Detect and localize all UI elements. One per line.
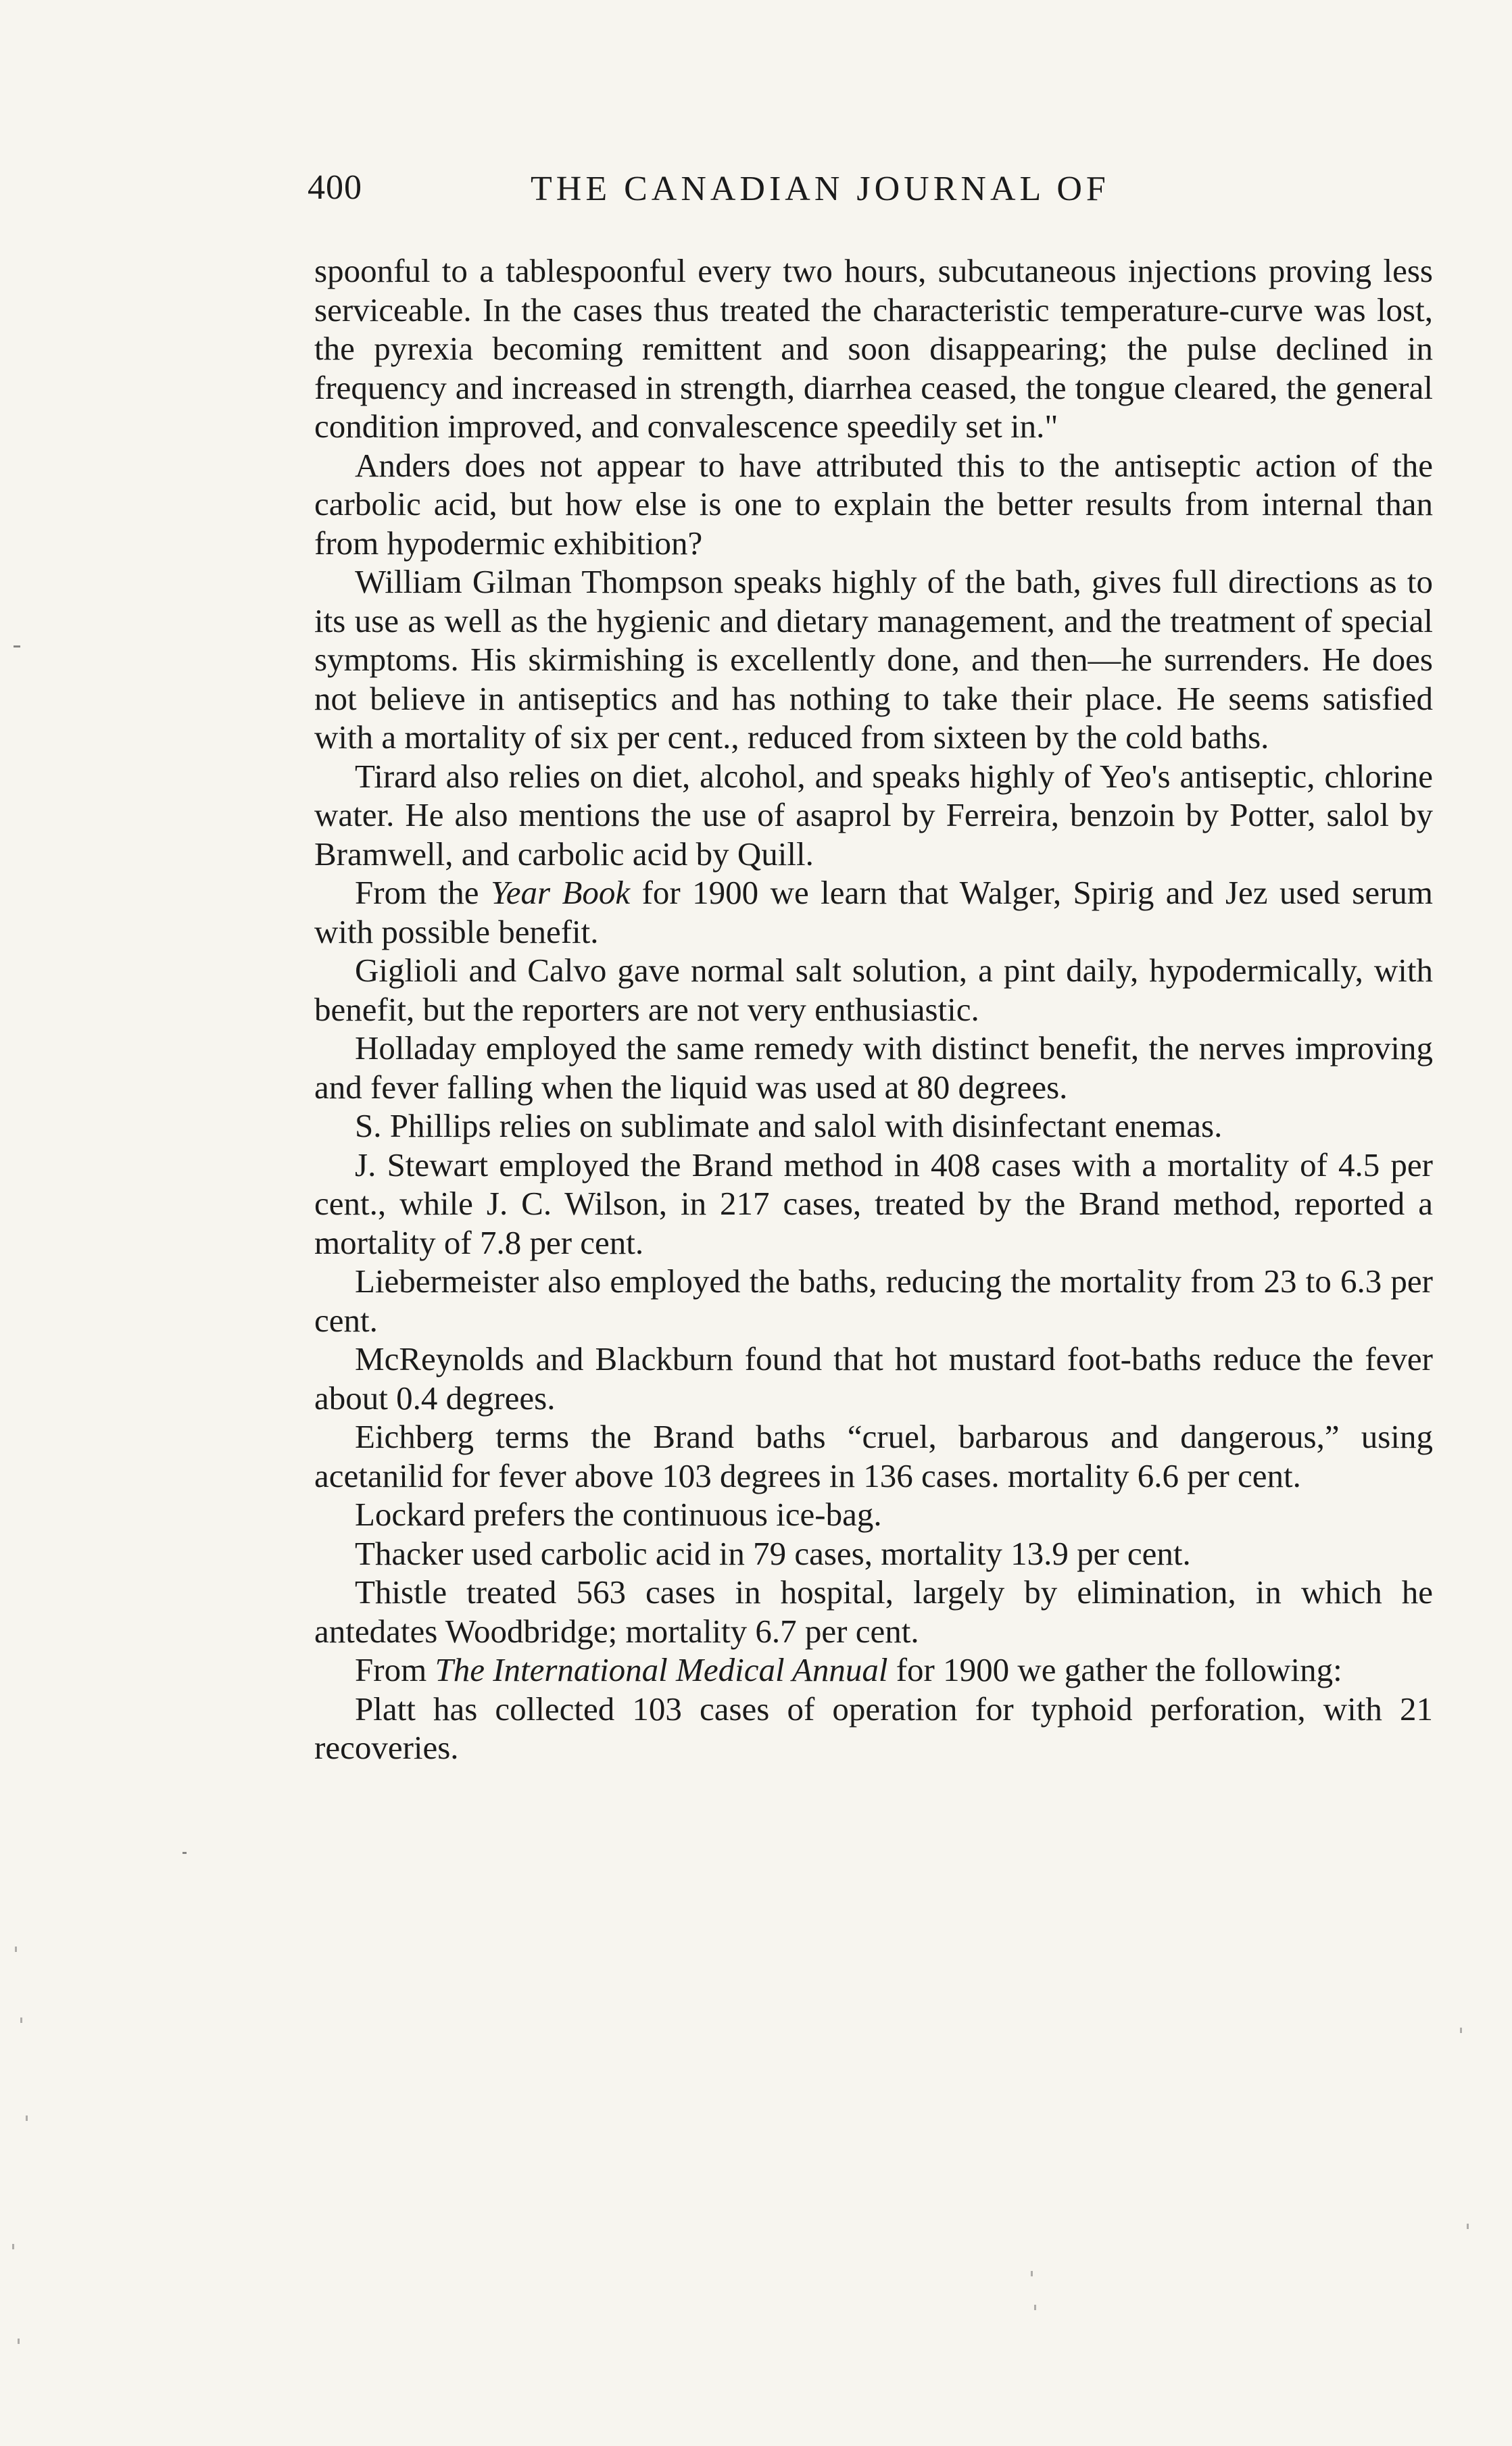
paragraph-text: for 1900 we learn that Walger, Spirig and Jez used serum with possible benefit.: [314, 874, 1433, 950]
paragraph-text: Anders does not appear to have attributed this to the antiseptic action of the carbolic acid, but how else is one to explain the better results from internal than from hypodermic exhibition?: [314, 446, 1433, 562]
body-paragraph: [314, 757, 1433, 874]
scan-speck: [20, 2017, 22, 2023]
body-paragraph: [314, 873, 1433, 951]
italic-title: The International Medical Annual: [435, 1651, 888, 1688]
body-paragraph: [314, 951, 1433, 1029]
margin-mark: [182, 1852, 187, 1854]
body-paragraph: [314, 1650, 1433, 1690]
paragraph-text: spoonful to a tablespoonful every two hours, subcutaneous injections proving less serviceable. In the cases thus treated the characteristic temperature-curve was lost, the pyrexia becoming remittent and soon disappearing; the pulse declined in frequency and increased in strength, diarrhea ceased, the tongue cleared, the general condition improved, and convalescence speedily set in.": [314, 252, 1433, 445]
paragraph-text: for 1900 we gather the following:: [887, 1651, 1342, 1688]
body-paragraph: [314, 1534, 1433, 1573]
paragraph-text: Holladay employed the same remedy with distinct benefit, the nerves improving and fever falling when the liquid was used at 80 degrees.: [314, 1029, 1433, 1106]
paragraph-text: From: [355, 1651, 435, 1688]
body-paragraph: [314, 1690, 1433, 1767]
scan-speck: [15, 1947, 17, 1952]
body-paragraph: [314, 1573, 1433, 1650]
scan-speck: [1460, 2028, 1462, 2033]
paragraph-text: J. Stewart employed the Brand method in 408 cases with a mortality of 4.5 per cent., while J. C. Wilson, in 217 cases, treated by the Brand method, reported a mortality of 7.8 per cent.: [314, 1146, 1433, 1261]
paragraph-text: Liebermeister also employed the baths, reducing the mortality from 23 to 6.3 per cent.: [314, 1263, 1433, 1339]
body-paragraph: [314, 1495, 1433, 1534]
body-paragraph: [314, 251, 1433, 446]
running-head: THE CANADIAN JOURNAL OF: [531, 170, 1110, 208]
scan-speck: [12, 2244, 14, 2249]
paragraph-text: Platt has collected 103 cases of operation for typhoid perforation, with 21 recoveries.: [314, 1690, 1433, 1766]
body-paragraph: [314, 1340, 1433, 1417]
body-paragraph: [314, 1417, 1433, 1495]
paragraph-text: Giglioli and Calvo gave normal salt solution, a pint daily, hypodermically, with benefit, but the reporters are not very enthusiastic.: [314, 952, 1433, 1028]
scan-speck: [18, 2339, 20, 2344]
page-number: 400: [308, 168, 362, 207]
body-paragraph: [314, 446, 1433, 563]
scan-speck: [1031, 2271, 1033, 2276]
paragraph-text: From the: [355, 874, 491, 911]
page-header: [308, 168, 1450, 222]
paragraph-text: S. Phillips relies on sublimate and salol with disinfectant enemas.: [355, 1107, 1223, 1144]
scan-speck: [26, 2115, 28, 2121]
body-paragraph: [314, 1262, 1433, 1340]
paragraph-text: Eichberg terms the Brand baths “cruel, barbarous and dangerous,” using acetanilid for fever above 103 degrees in 136 cases. mortality 6.6 per cent.: [314, 1418, 1433, 1494]
body-paragraph: [314, 1146, 1433, 1263]
paragraph-text: McReynolds and Blackburn found that hot mustard foot-baths reduce the fever about 0.4 degrees.: [314, 1340, 1433, 1417]
body-paragraph: [314, 1106, 1433, 1146]
body-paragraph: [314, 1029, 1433, 1106]
article-body: [314, 251, 1433, 1767]
body-paragraph: [314, 562, 1433, 757]
scan-speck: [1034, 2305, 1036, 2310]
paragraph-text: Thacker used carbolic acid in 79 cases, mortality 13.9 per cent.: [355, 1534, 1191, 1572]
italic-title: Year Book: [490, 874, 631, 911]
margin-mark: [14, 645, 20, 647]
paragraph-text: Lockard prefers the continuous ice-bag.: [355, 1496, 882, 1533]
scan-speck: [1467, 2224, 1469, 2229]
paragraph-text: Thistle treated 563 cases in hospital, largely by elimination, in which he antedates Woodbridge; mortality 6.7 per cent.: [314, 1573, 1433, 1650]
paragraph-text: Tirard also relies on diet, alcohol, and speaks highly of Yeo's antiseptic, chlorine water. He also mentions the use of asaprol by Ferreira, benzoin by Potter, salol by Bramwell, and carbolic acid by Quill.: [314, 757, 1433, 873]
paragraph-text: William Gilman Thompson speaks highly of the bath, gives full directions as to its use as well as the hygienic and dietary management, and the treatment of special symptoms. His skirmishing is excellently done, and then—he surrenders. He does not believe in antiseptics and has nothing to take their place. He seems satisfied with a mortality of six per cent., reduced from sixteen by the cold baths.: [314, 563, 1433, 756]
